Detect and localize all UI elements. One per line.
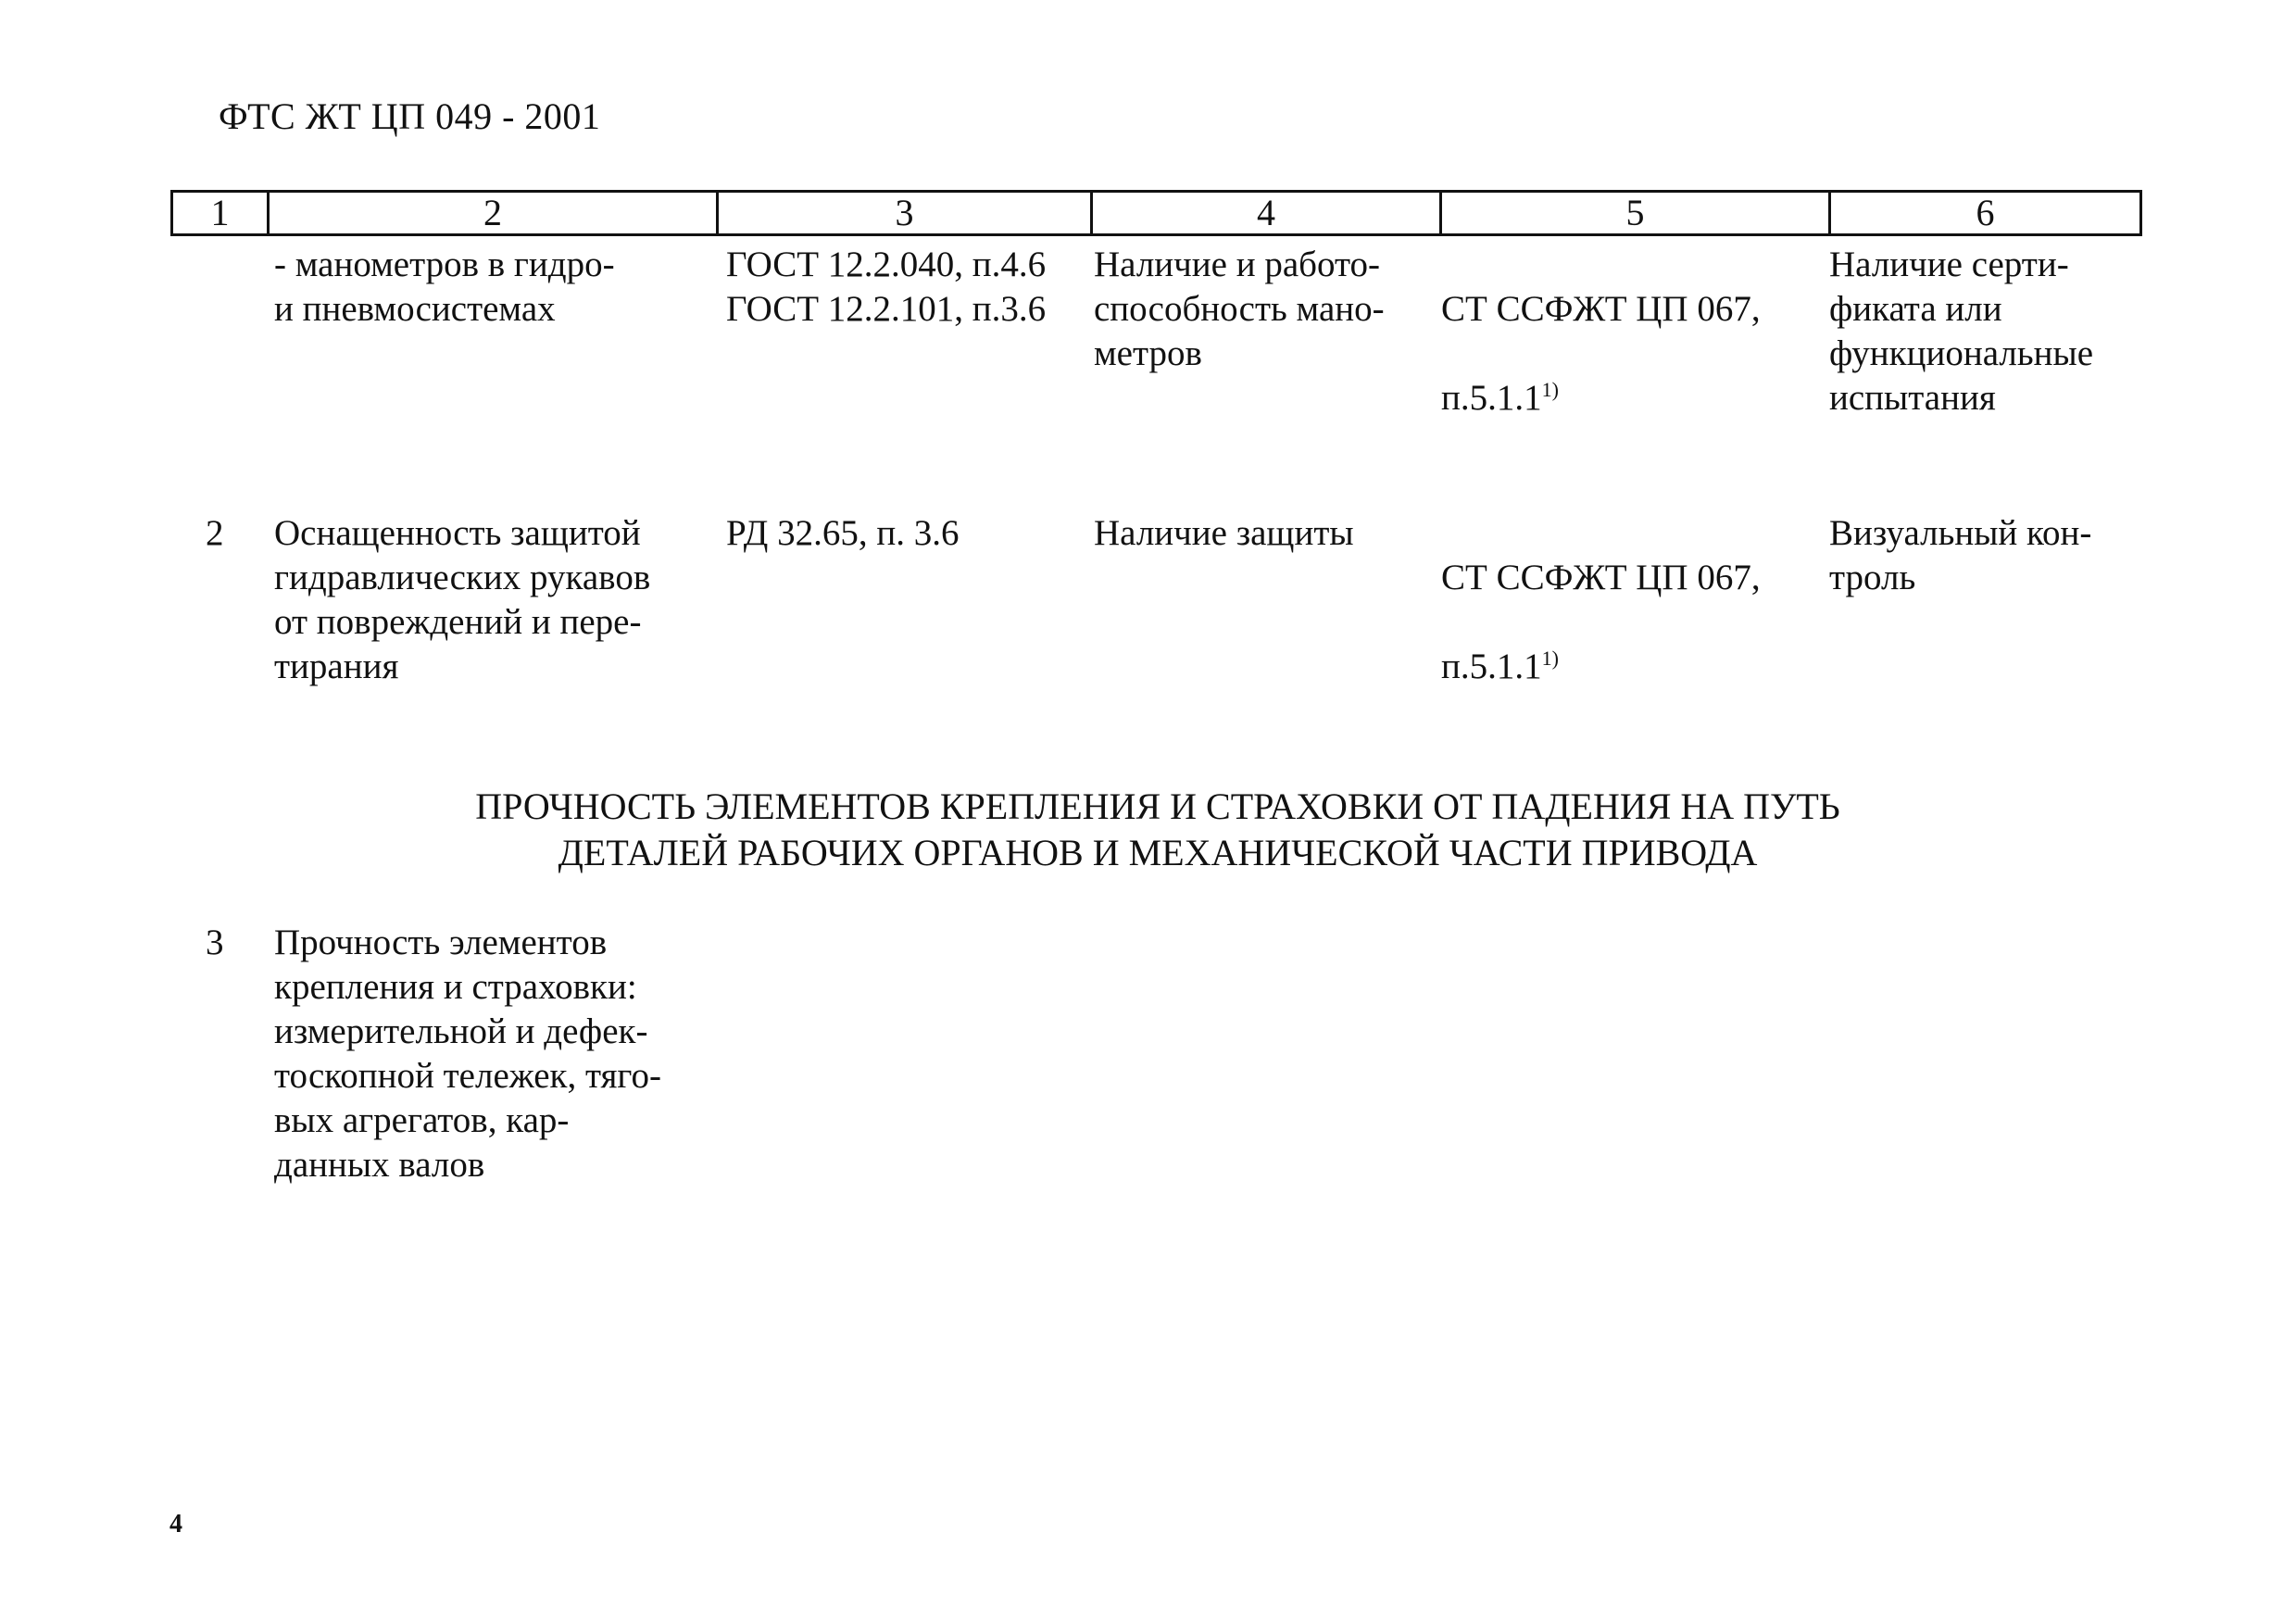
row-2-control-method: Визуальный кон- троль [1829,513,2092,597]
row-1-checked-indicator: Наличие и работо- способность мано- метров [1094,245,1385,373]
row-2-parameter: Оснащенность защитой гидравлических рукавов от повреждений и пере- тирания [274,513,651,686]
page-number: 4 [169,1510,182,1538]
column-header-2: 2 [269,192,718,235]
section-title: ПРОЧНОСТЬ ЭЛЕМЕНТОВ КРЕПЛЕНИЯ И СТРАХОВКИ ОТ ПАДЕНИЯ НА ПУТЬ ДЕТАЛЕЙ РАБОЧИХ ОРГАНОВ И МЕХАНИЧЕСКОЙ ЧАСТИ ПРИВОДА [475,785,1840,873]
column-header-row [170,190,2142,236]
column-header-4: 4 [1092,192,1441,235]
row-2-checked-indicator: Наличие защиты [1094,513,1354,553]
row-1-parameter: - манометров в гидро- и пневмосистемах [274,245,615,329]
column-header-3: 3 [718,192,1092,235]
row-3-number: 3 [206,923,224,962]
row-1-requirement-doc: ГОСТ 12.2.040, п.4.6 ГОСТ 12.2.101, п.3.6 [726,245,1047,329]
row-3-parameter: Прочность элементов крепления и страховки: измерительной и дефек- тоскопной тележек, тяго- вых агрегатов, кар- данных валов [274,923,661,1185]
column-header-5: 5 [1441,192,1830,235]
row-1-control-method: Наличие серти- фиката или функциональные испытания [1829,245,2094,418]
row-1-method-doc: СТ ССФЖТ ЦП 067, п.5.1.1$^{1)}$ [1441,289,1761,418]
row-2-requirement-doc: РД 32.65, п. 3.6 [726,513,960,553]
column-header-1: 1 [172,192,269,235]
column-header-6: 6 [1830,192,2141,235]
row-2-method-doc: СТ ССФЖТ ЦП 067, п.5.1.1$^{1)}$ [1441,558,1761,686]
document-code: ФТС ЖТ ЦП 049 - 2001 [219,95,601,137]
row-2-number: 2 [206,513,224,553]
